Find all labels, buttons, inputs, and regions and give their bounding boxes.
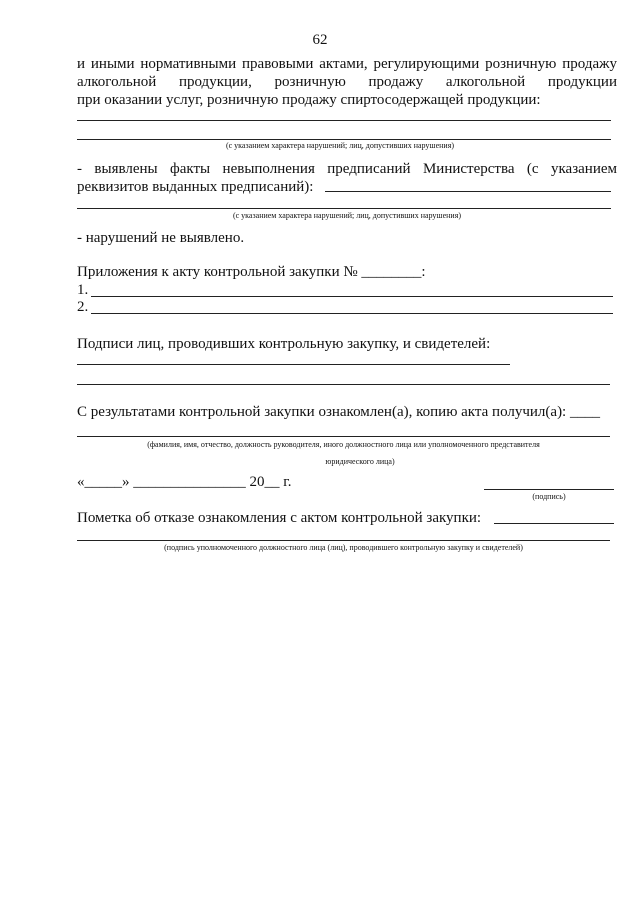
attachment-item-2: 2.	[77, 299, 89, 315]
date-field: «_____» _______________ 20__ г.	[77, 474, 292, 490]
blank-line	[77, 139, 611, 140]
signature-caption: (подпись)	[532, 492, 566, 501]
blank-line	[77, 436, 610, 437]
intro-line-1: и иными нормативными правовыми актами, регулирующими розничную продажу	[77, 56, 617, 72]
blank-line	[77, 120, 611, 121]
blank-line	[77, 384, 610, 385]
page-number: 62	[312, 32, 328, 48]
attachments-title: Приложения к акту контрольной закупки № ________:	[77, 264, 426, 280]
refusal-text: Пометка об отказе ознакомления с актом контрольной закупки:	[77, 510, 482, 526]
intro-line-3: при оказании услуг, розничную продажу спиртосодержащей продукции:	[77, 92, 541, 108]
intro-line-2: алкогольной продукции, розничную продажу алкогольной продукции	[77, 74, 617, 90]
blank-line	[91, 313, 613, 314]
blank-line	[494, 523, 614, 524]
blank-line	[77, 208, 611, 209]
no-violations-text: - нарушений не выявлено.	[77, 230, 245, 246]
acquainted-caption-line-1: (фамилия, имя, отчество, должность руководителя, иного должностного лица или уполномоченного представителя	[147, 440, 540, 449]
failures-line-1: - выявлены факты невыполнения предписаний Министерства (с указанием	[77, 161, 617, 177]
refusal-caption: (подпись уполномоченного должностного лица (лиц), проводившего контрольную закупку и свидетелей)	[164, 543, 523, 552]
signatures-title: Подписи лиц, проводивших контрольную закупку, и свидетелей:	[77, 336, 491, 352]
attachment-item-1: 1.	[77, 282, 89, 298]
blank-line	[77, 540, 610, 541]
acquainted-caption-line-2: юридического лица)	[325, 457, 395, 466]
blank-line	[325, 191, 611, 192]
failures-line-2: реквизитов выданных предписаний):	[77, 179, 314, 195]
signature-line	[484, 489, 614, 490]
caption-violations-1: (с указанием характера нарушений; лиц, допустивших нарушения)	[225, 141, 455, 150]
blank-line	[77, 364, 510, 365]
acquainted-text: С результатами контрольной закупки ознакомлен(а), копию акта получил(а): ____	[77, 404, 600, 420]
blank-line	[91, 296, 613, 297]
caption-violations-2: (с указанием характера нарушений; лиц, допустивших нарушения)	[232, 211, 462, 220]
